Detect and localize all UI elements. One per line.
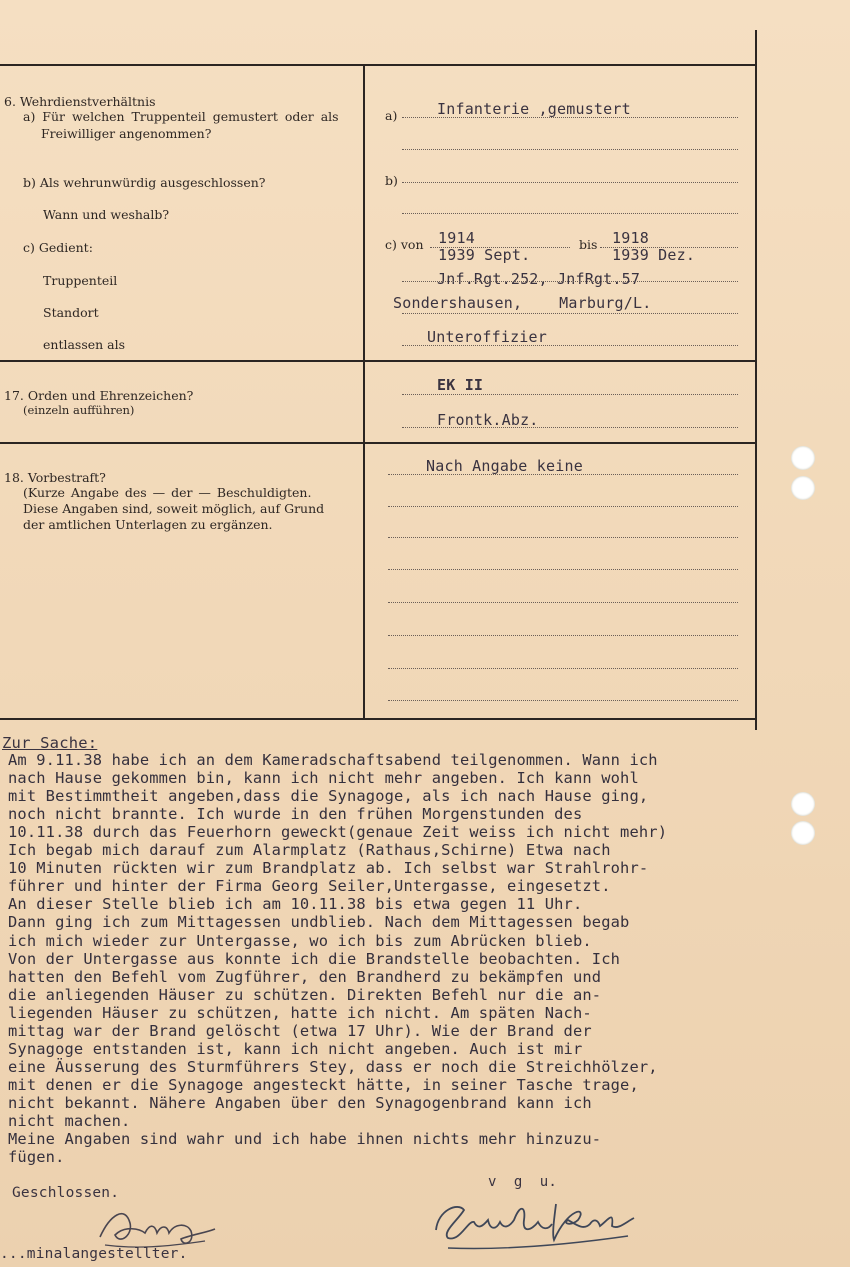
dotted-line [402, 427, 738, 428]
statement-heading: Zur Sache: [2, 734, 98, 752]
statement-line: An dieser Stelle blieb ich am 10.11.38 bis etwa gegen 11 Uhr. [8, 895, 583, 914]
signature-right [428, 1190, 643, 1264]
q16-ans-a-prefix: a) [385, 108, 398, 123]
q16-to-1: 1918 [612, 229, 649, 247]
q17-title: 17. Orden und Ehrenzeichen? [4, 388, 194, 403]
dotted-line [402, 345, 738, 346]
dotted-line [402, 394, 738, 395]
q16-ans-a: Infanterie ,gemustert [437, 100, 631, 118]
q16-b-sub: Wann und weshalb? [43, 207, 170, 222]
q16-a-label: a) Für welchen Truppenteil gemustert oder als [23, 109, 339, 124]
statement-line: Am 9.11.38 habe ich an dem Kameradschaftsabend teilgenommen. Wann ich [8, 751, 658, 769]
punch-hole [791, 446, 815, 470]
q16-a-label-2: Freiwilliger angenommen? [41, 126, 212, 141]
form-bottom-rule [0, 718, 756, 720]
form-right-rule [755, 30, 757, 730]
punch-hole [791, 476, 815, 500]
form-rule-18 [0, 442, 756, 444]
q16-c-label: c) Gedient: [23, 240, 93, 255]
statement-line: 10 Minuten rückten wir zum Brandplatz ab. Ich selbst war Strahlrohr- [8, 859, 649, 878]
dotted-line [388, 602, 738, 603]
statement-line: liegenden Häuser zu schützen, hatte ich nicht. Am späten Nach- [8, 1003, 592, 1022]
dotted-line [388, 668, 738, 669]
q16-standort-label: Standort [43, 305, 99, 320]
statement-line: führer und hinter der Firma Georg Seiler,Untergasse, eingesetzt. [8, 877, 611, 896]
dotted-line [388, 635, 738, 636]
statement-line: Von der Untergasse aus konnte ich die Brandstelle beobachten. Ich [8, 949, 621, 968]
q16-from-1: 1914 [438, 229, 475, 247]
q16-truppenteil-label: Truppenteil [43, 273, 118, 288]
q16-title: 6. Wehrdienstverhältnis [4, 94, 156, 109]
q18-line-2: Diese Angaben sind, soweit möglich, auf Grund [23, 501, 325, 516]
vgu-mark: v g u. [488, 1174, 558, 1190]
q16-ans-entlassen: Unteroffizier [427, 328, 547, 346]
statement-line: eine Äusserung des Sturmführers Stey, dass er noch die Streichhölzer, [8, 1057, 658, 1076]
statement-line: hatten den Befehl vom Zugführer, den Brandherd zu bekämpfen und [8, 967, 602, 986]
q16-ans-b-prefix: b) [385, 173, 398, 188]
statement-line: noch nicht brannte. Ich wurde in den frühen Morgenstunden des [8, 805, 583, 824]
dotted-line [402, 182, 738, 183]
q18-ans: Nach Angabe keine [426, 457, 583, 475]
form-top-rule [0, 64, 756, 66]
statement-line: nicht machen. [8, 1112, 131, 1130]
q18-line-1: (Kurze Angabe des — der — Beschuldigten. [23, 485, 312, 500]
q16-entlassen-label: entlassen als [43, 337, 126, 352]
dotted-line [388, 537, 738, 538]
q18-line-3: der amtlichen Unterlagen zu ergänzen. [23, 517, 273, 532]
statement-line: die anliegenden Häuser zu schützen. Direkten Befehl nur die an- [8, 985, 602, 1004]
form-rule-17 [0, 360, 756, 362]
dotted-line [402, 117, 738, 118]
statement-line: fügen. [8, 1148, 65, 1167]
q17-sub: (einzeln aufführen) [23, 403, 135, 417]
dotted-line [402, 313, 738, 314]
statement-line: Meine Angaben sind wahr und ich habe ihnen nichts mehr hinzuzu- [8, 1130, 602, 1149]
form-middle-rule [363, 64, 365, 719]
statement-line: nicht bekannt. Nähere Angaben über den Synagogenbrand kann ich [8, 1093, 592, 1112]
statement-line: mittag war der Brand gelöscht (etwa 17 Uhr). Wie der Brand der [8, 1021, 592, 1040]
dotted-line [402, 213, 738, 214]
q16-ans-c-bis: bis [579, 237, 598, 252]
statement-line: Dann ging ich zum Mittagessen undblieb. Nach dem Mittagessen begab [8, 913, 630, 932]
statement-line: mit denen er die Synagoge angesteckt hätte, in seiner Tasche trage, [8, 1075, 639, 1094]
q17-ans-2: Frontk.Abz. [437, 411, 539, 429]
q17-ans-1: EK II [437, 376, 484, 394]
punch-hole [791, 792, 815, 816]
statement-line: 10.11.38 durch das Feuerhorn geweckt(genaue Zeit weiss ich nicht mehr) [8, 823, 668, 842]
q16-b-label: b) Als wehrunwürdig ausgeschlossen? [23, 175, 266, 190]
q16-ans-c-von: c) von [385, 237, 424, 252]
q16-to-2: 1939 Dez. [612, 246, 696, 264]
closed-mark: Geschlossen. [12, 1185, 120, 1201]
q16-from-2: 1939 Sept. [438, 246, 531, 264]
statement-line: mit Bestimmtheit angeben,dass die Synagoge, als ich nach Hause ging, [8, 787, 649, 806]
statement-line: Synagoge entstanden ist, kann ich nicht angeben. Auch ist mir [8, 1039, 583, 1058]
dotted-line [388, 506, 738, 507]
statement-line: Ich begab mich darauf zum Alarmplatz (Rathaus,Schirne) Etwa nach [8, 841, 611, 860]
footer-title: ...minalangestellter. [0, 1246, 188, 1262]
q16-ans-truppenteil: Jnf.Rgt.252, JnfRgt.57 [437, 270, 641, 288]
statement-line: nach Hause gekommen bin, kann ich nicht mehr angeben. Ich kann wohl [8, 769, 639, 788]
dotted-line [388, 569, 738, 570]
dotted-line [388, 474, 738, 475]
punch-hole [791, 821, 815, 845]
q16-ans-standort: Sondershausen, Marburg/L. [393, 294, 652, 312]
dotted-line [402, 281, 738, 282]
dotted-line [388, 700, 738, 701]
statement-line: ich mich wieder zur Untergasse, wo ich bis zum Abrücken blieb. [8, 931, 592, 950]
q18-title: 18. Vorbestraft? [4, 470, 106, 485]
dotted-line [402, 149, 738, 150]
